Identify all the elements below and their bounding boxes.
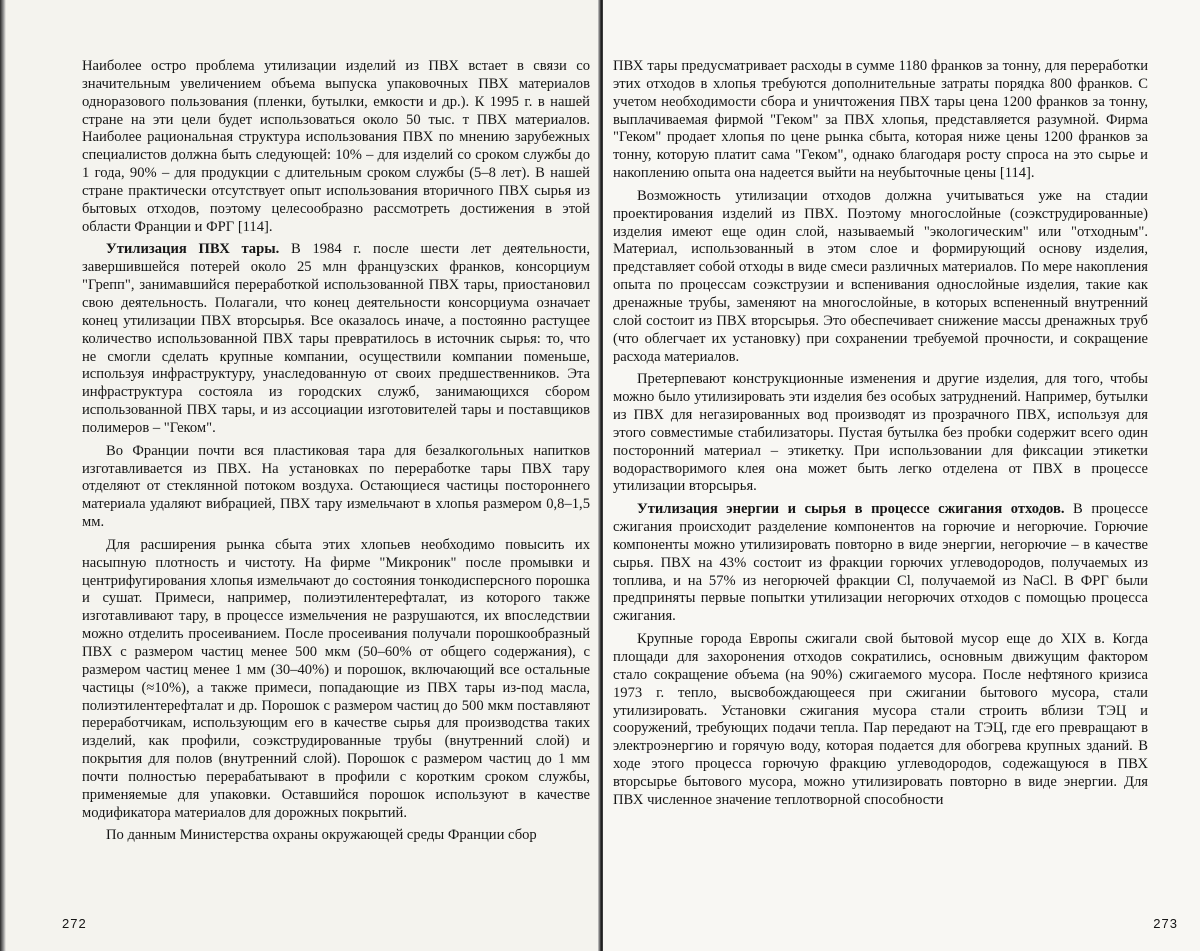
paragraph: Наиболее остро проблема утилизации изделий из ПВХ встает в связи со значительным увеличением объема выпуска упаковочных ПВХ материалов одноразового пользования (пленки, бутылки, емкости и др.). К 1995 г. в нашей стране на эти цели будет использоваться около 50 тыс. т ПВХ материалов. Наиболее рациональная структура использования ПВХ по мнению зарубежных специалистов должна быть следующей: 10% – для изделий со сроком службы до 1 года, 90% – для продукции с длительным сроком службы (5–8 лет). В нашей стране практически отсутствует опыт использования вторичного ПВХ сырья из бытовых отходов, поэтому целесообразно рассмотреть достижения в этой области Франции и ФРГ [114]. <box>82 58 590 235</box>
paragraph: Утилизация энергии и сырья в процессе сжигания отходов. В процессе сжигания происходит разделение компонентов на горючие и негорючие. Горючие компоненты можно утилизировать повторно в виде энергии, негорючие – в качестве сырья. ПВХ на 43% состоит из фракции горючих углеводородов, получаемых из топлива, и на 57% из негорючей фракции Cl, получаемой из NaCl. В ФРГ были предприняты первые попытки утилизации негорючих отходов с помощью процесса сжигания. <box>613 501 1148 625</box>
paragraph: Для расширения рынка сбыта этих хлопьев необходимо повысить их насыпную плотность и чистоту. На фирме "Микроник" после промывки и центрифугирования хлопья измельчают до состояния тонкодисперсного порошка и сушат. Примеси, например, полиэтилентерефталат, из которого также изготавливают тару, в процессе измельчения не разрушаются, их впоследствии можно отделить просеиванием. После просеивания получали порошкообразный ПВХ с размером частиц менее 500 мкм (50–60% от общего содержания), с размером частиц менее 1 мм (30–40%) и порошок, включающий все остальные частицы (≈10%), а также примеси, попадающие из ПВХ тары из-под масла, полиэтилентерефталат и др. Порошок с размером частиц до 500 мкм поставляют переработчикам, использующим его в качестве сырья для производства таких изделий, как профили, соэкструдированные трубы (внутренний слой) и покрытия для полов (внутренний слой). Порошок с размером частиц до 1 мм почти полностью перерабатывают в профили с коротким сроком службы, применяемые для упаковки. Оставшийся порошок используют в качестве модификатора материалов для дорожных покрытий. <box>82 536 590 821</box>
paragraph: Возможность утилизации отходов должна учитываться уже на стадии проектирования изделий из ПВХ. Поэтому многослойные (соэкструдированные) изделия имеют еще один слой, называемый "экологическим" или "отходным". Материал, использованный в этом слое и формирующий основу изделия, представляет собой отходы в виде смеси различных материалов. По мере накопления опыта по процессам соэкструзии и вспенивания однослойные изделия, такие как дренажные трубы, заменяют на многослойные, в которых вспененный внутренний слой состоит из ПВХ вторсырья. Это обеспечивает снижение массы дренажных труб (что облегчает их установку) при сохранении требуемой прочности, и сокращение расхода материалов. <box>613 187 1148 365</box>
paragraph: Претерпевают конструкционные изменения и другие изделия, для того, чтобы можно было утилизировать эти изделия без особых затруднений. Например, бутылки из ПВХ для негазированных вод производят из прозрачного ПВХ, используя для этого совместимые стабилизаторы. Пустая бутылка без пробки содержит всего один посторонний материал – этикетку. При использовании для фиксации этикетки водорастворимого клея она может быть легко отделена от ПВХ в процессе утилизации вторсырья. <box>613 371 1148 495</box>
paragraph: Утилизация ПВХ тары. В 1984 г. после шести лет деятельности, завершившейся потерей около 25 млн французских франков, консорциум "Грепп", занимавшийся переработкой использованной ПВХ тары, приостановил свою деятельность. Полагали, что конец деятельности консорциума означает конец утилизации ПВХ вторсырья. Все оказалось иначе, а постоянно растущее количество использованной ПВХ тары превратилось в источник сырья: то, что не смогли сделать крупные компании, осуществили компании поменьше, используя инфраструктуру, унаследованную от своих предшественников. Эта инфраструктура состояла из городских служб, занимающихся сбором использованной ПВХ тары, и из ассоциации изготовителей тары и поставщиков полимеров – "Геком". <box>82 241 590 436</box>
paragraph: По данным Министерства охраны окружающей среды Франции сбор <box>106 827 537 844</box>
paragraph: ПВХ тары предусматривает расходы в сумме 1180 франков за тонну, для переработки этих отходов в хлопья требуются дополнительные затраты порядка 800 франков. С учетом необходимости сбора и уничтожения ПВХ тары цена 1200 франков за тонну, выплачиваемая фирмой "Геком" за ПВХ хлопья, представляется разумной. Фирма "Геком" продает хлопья по цене рынка сбыта, которая ниже цены 1200 франков за тонну, которую платит сама "Геком", однако благодаря росту спроса на это сырье и накоплению опыта она надеется выйти на неубыточные цены [114]. <box>613 58 1148 182</box>
paragraph: Во Франции почти вся пластиковая тара для безалкогольных напитков изготавливается из ПВХ. На установках по переработке тары ПВХ тару отделяют от стеклянной потоком воздуха. Остающиеся частицы постороннего материала удаляют вибрацией, ПВХ тару измельчают в хлопья размером 0,8–1,5 мм. <box>82 442 590 531</box>
paragraph: Крупные города Европы сжигали свой бытовой мусор еще до XIX в. Когда площади для захоронения отходов сократились, основным движущим фактором стало сокращение объема (на 90%) сжигаемого мусора. После нефтяного кризиса 1973 г. тепло, высвобождающееся при сжигании бытового мусора, стали утилизировать. Установки сжигания мусора стали строить вблизи ТЭЦ и сооружений, требующих подачи тепла. Пар передают на ТЭЦ, где его превращают в электроэнергию и горячую воду, которая подается для обогрева крупных зданий. В ходе этого процесса горючую фракцию углеводородов, содежащуюся в ПВХ вторсырье бытового мусора, можно утилизировать повторно в виде энергии. Для ПВХ численное значение теплотворной способности <box>613 631 1148 808</box>
section-heading: Утилизация ПВХ тары. <box>106 241 280 258</box>
right-page <box>603 0 1200 951</box>
section-heading: Утилизация энергии и сырья в процессе сжигания отходов. <box>637 501 1065 518</box>
left-text-column <box>82 58 590 845</box>
page-number: 272 <box>62 916 87 931</box>
right-text-column <box>613 58 1148 810</box>
page-number: 273 <box>1153 916 1178 931</box>
page-edge-shadow <box>0 0 6 951</box>
